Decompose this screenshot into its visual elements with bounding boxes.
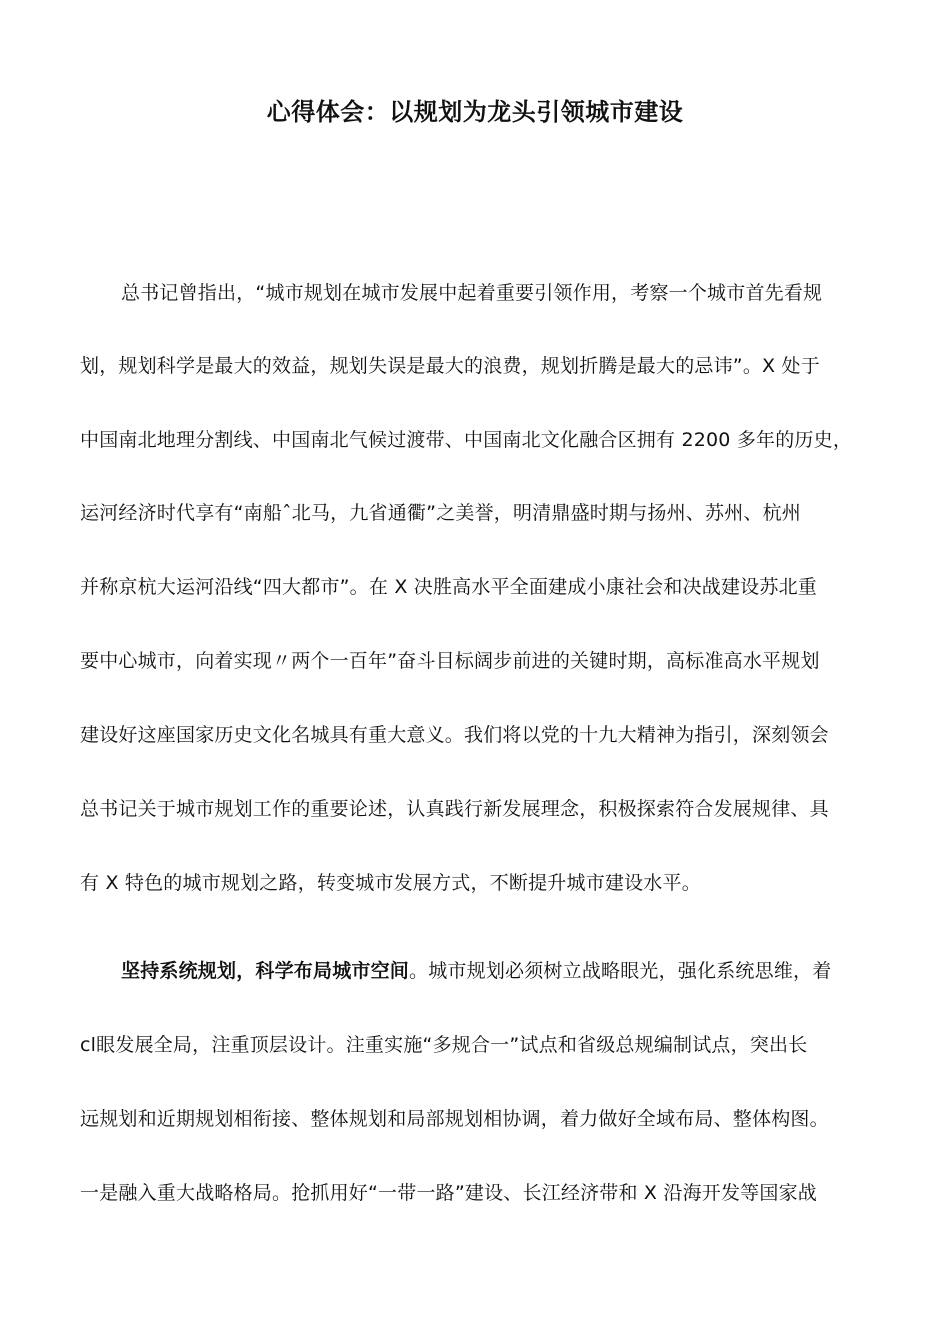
- paragraph2-line-4: 一是融入重大战略格局。抢抓用好“一带一路”建设、长江经济带和 X 沿海开发等国家战: [80, 1182, 817, 1204]
- paragraph2-line-3: 远规划和近期规划相衔接、整体规划和局部规划相协调，着力做好全域布局、整体构图。: [80, 1108, 829, 1130]
- paragraph1-line-2: 划，规划科学是最大的效益，规划失误是最大的浪费，规划折腾是最大的忌讳”。X 处于: [80, 355, 820, 377]
- paragraph1-line-9: 有 X 特色的城市规划之路，转变城市发展方式，不断提升城市建设水平。: [80, 872, 701, 894]
- paragraph2-lead-heading: 坚持系统规划，科学布局城市空间: [121, 960, 410, 982]
- paragraph2-first-line-text: 。城市规划必须树立战略眼光，强化系统思维，着: [409, 960, 832, 982]
- paragraph1-line-4: 运河经济时代享有“南船ˆ北马，九省通衢”之美誉，明清鼎盛时期与扬州、苏州、杭州: [80, 502, 801, 524]
- paragraph2-line-2: cl眼发展全局，注重顶层设计。注重实施“多规合一”试点和省级总规编制试点，突出长: [80, 1034, 808, 1056]
- paragraph1-line-3: 中国南北地理分割线、中国南北气候过渡带、中国南北文化融合区拥有 2200 多年的历史，: [80, 429, 853, 451]
- document-title: 心得体会：以规划为龙头引领城市建设: [266, 98, 684, 126]
- paragraph1-line-6: 要中心城市，向着实现〃两个一百年”奋斗目标阔步前进的关键时期，高标准高水平规划: [80, 650, 820, 672]
- paragraph1-line-8: 总书记关于城市规划工作的重要论述，认真践行新发展理念，积极探索符合发展规律、具: [80, 798, 829, 820]
- paragraph1-line-5: 并称京杭大运河沿线“四大都市”。在 X 决胜高水平全面建成小康社会和决战建设苏北重: [80, 576, 817, 598]
- paragraph1-line-1: 总书记曾指出，“城市规划在城市发展中起着重要引领作用，考察一个城市首先看规: [121, 282, 823, 304]
- paragraph2-line-1: [121, 957, 831, 985]
- paragraph1-line-7: 建设好这座国家历史文化名城具有重大意义。我们将以党的十九大精神为指引，深刻领会: [80, 724, 829, 746]
